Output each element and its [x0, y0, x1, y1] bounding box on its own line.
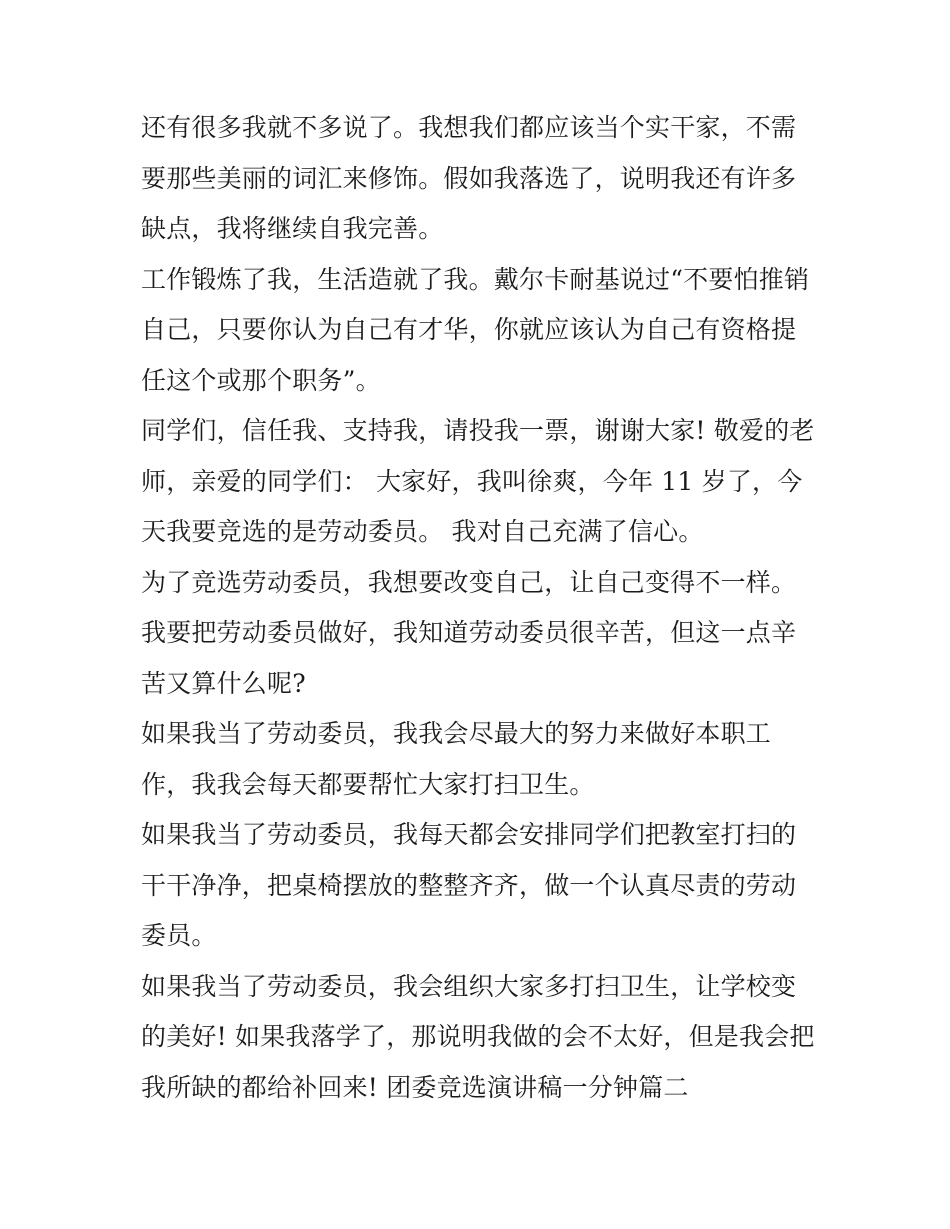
document-body: [141, 103, 819, 1113]
paragraph-6: 如果我当了劳动委员，我每天都会安排同学们把教室打扫的干干净净，把桌椅摆放的整整齐齐，做一个认真尽责的劳动委员。: [141, 820, 797, 950]
paragraph-1: 还有很多我就不多说了。我想我们都应该当个实干家，不需要那些美丽的词汇来修饰。假如我落选了，说明我还有许多缺点，我将继续自我完善。: [141, 113, 797, 243]
paragraph-4: 为了竞选劳动委员，我想要改变自己，让自己变得不一样。我要把劳动委员做好，我知道劳动委员很辛苦，但这一点辛苦又算什么呢?: [141, 567, 797, 698]
paragraph-3: 同学们，信任我、支持我，请投我一票，谢谢大家! 敬爱的老师，亲爱的同学们： 大家好，我叫徐爽，今年 11 岁了，今天我要竞选的是劳动委员。 我对自己充满了信心。: [141, 416, 815, 546]
paragraph-2: 工作锻炼了我，生活造就了我。戴尔卡耐基说过“不要怕推销自己，只要你认为自己有才华，你就应该认为自己有资格提任这个或那个职务”。: [141, 264, 810, 395]
paragraph-5: 如果我当了劳动委员，我我会尽最大的努力来做好本职工作，我我会每天都要帮忙大家打扫卫生。: [141, 719, 772, 799]
paragraph-7: 如果我当了劳动委员，我会组织大家多打扫卫生，让学校变的美好! 如果我落学了，那说明我做的会不太好，但是我会把我所缺的都给补回来! 团委竞选演讲稿一分钟篇二: [141, 971, 815, 1102]
